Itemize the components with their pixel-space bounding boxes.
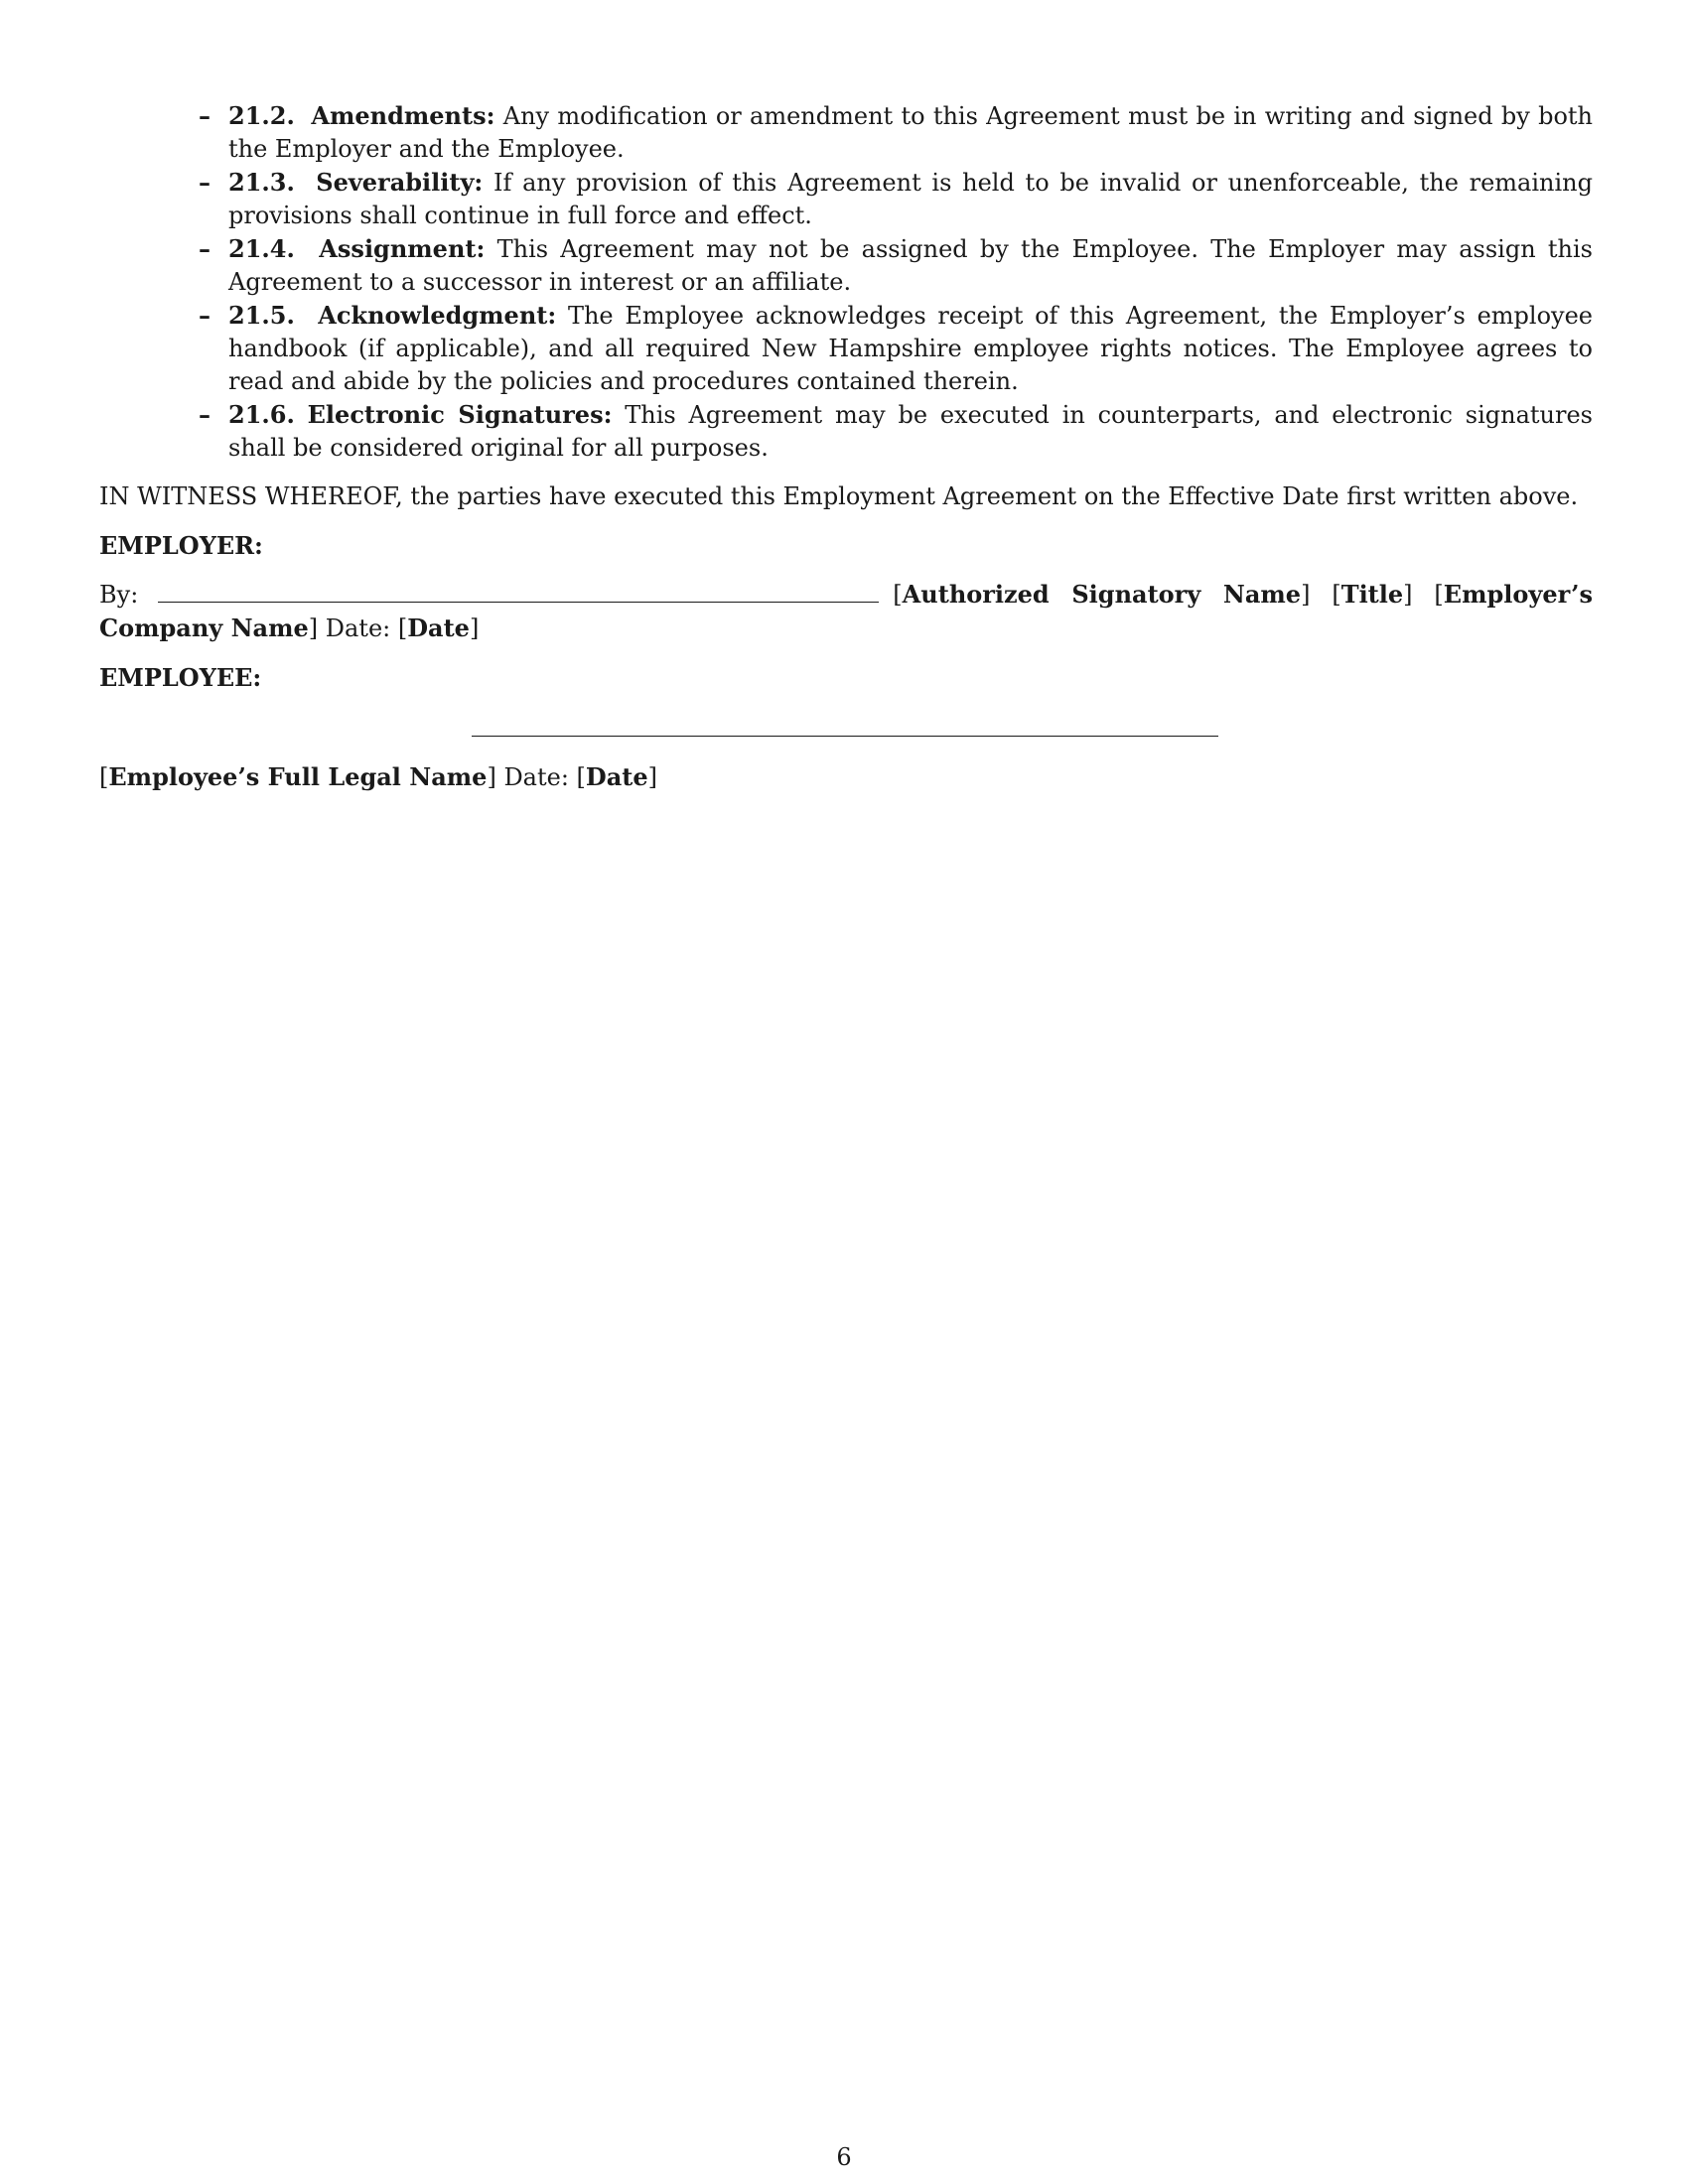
clause-text: Any modification or amendment to this Agreement must be in writing and signed by both the Employer and the Employee.	[228, 102, 1593, 163]
employee-signature-line	[472, 736, 1218, 737]
clause-text: If any provision of this Agreement is held to be invalid or unenforceable, the remaining provisions shall continue in full force and effect.	[228, 169, 1593, 229]
by-label: By:	[99, 581, 139, 609]
employer-date-placeholder: Date	[407, 614, 470, 642]
page-number: 6	[836, 2143, 852, 2171]
employer-heading: EMPLOYER:	[99, 531, 263, 560]
employee-heading: EMPLOYEE:	[99, 663, 262, 692]
clause-heading: Amendments:	[311, 101, 495, 130]
clause-text: This Agreement may be executed in counterparts, and electronic signatures shall be considered original for all purposes.	[228, 401, 1593, 462]
title-placeholder: Title	[1340, 580, 1404, 609]
employee-date-placeholder: Date	[585, 762, 648, 791]
clause-number: 21.2.	[228, 101, 295, 130]
clause-number: 21.6.	[228, 400, 295, 429]
employer-signature-block: By: [Authorized Signatory Name] [Title] [Employer’s Company Name] Date: [Date]	[99, 580, 1593, 642]
employer-date-label: Date:	[325, 614, 391, 642]
clause-heading: Electronic Signatures:	[307, 400, 613, 429]
clause-text: The Employee acknowledges receipt of this Agreement, the Employer’s employee handbook (if applicable), and all required New Hampshire employee rights notices. The Employee agrees to read and abide by the policies and procedures contained therein.	[228, 302, 1593, 395]
employer-signature-line	[158, 601, 879, 603]
clause-21-5	[199, 299, 1593, 398]
employee-name-placeholder: Employee’s Full Legal Name	[108, 762, 488, 791]
clause-heading: Assignment:	[319, 234, 486, 263]
clause-list	[99, 99, 1593, 465]
clause-text: This Agreement may not be assigned by the Employee. The Employer may assign this Agreement to a successor in interest or an affiliate.	[228, 235, 1593, 296]
list-dash: –	[199, 168, 211, 197]
witness-statement: IN WITNESS WHEREOF, the parties have executed this Employment Agreement on the Effective Date first written above.	[99, 482, 1579, 510]
list-dash: –	[199, 301, 211, 330]
clause-heading: Severability:	[316, 168, 484, 197]
clause-number: 21.3.	[228, 168, 295, 197]
clause-21-6	[199, 398, 1593, 465]
employee-date-label: Date:	[503, 763, 569, 791]
clause-21-2	[199, 99, 1593, 166]
clause-21-4	[199, 232, 1593, 299]
list-dash: –	[199, 400, 211, 429]
employee-signature-block: [Employee’s Full Legal Name] Date: [Date]	[99, 762, 658, 791]
company-name-placeholder: Employer’s Company Name	[99, 580, 1593, 642]
document-page	[99, 99, 1593, 794]
list-dash: –	[199, 101, 211, 130]
clause-number: 21.4.	[228, 234, 295, 263]
signatory-name-placeholder: Authorized Signatory Name	[902, 580, 1302, 609]
clause-21-3	[199, 166, 1593, 232]
clause-number: 21.5.	[228, 301, 295, 330]
clause-heading: Acknowledgment:	[318, 301, 557, 330]
list-dash: –	[199, 234, 211, 263]
